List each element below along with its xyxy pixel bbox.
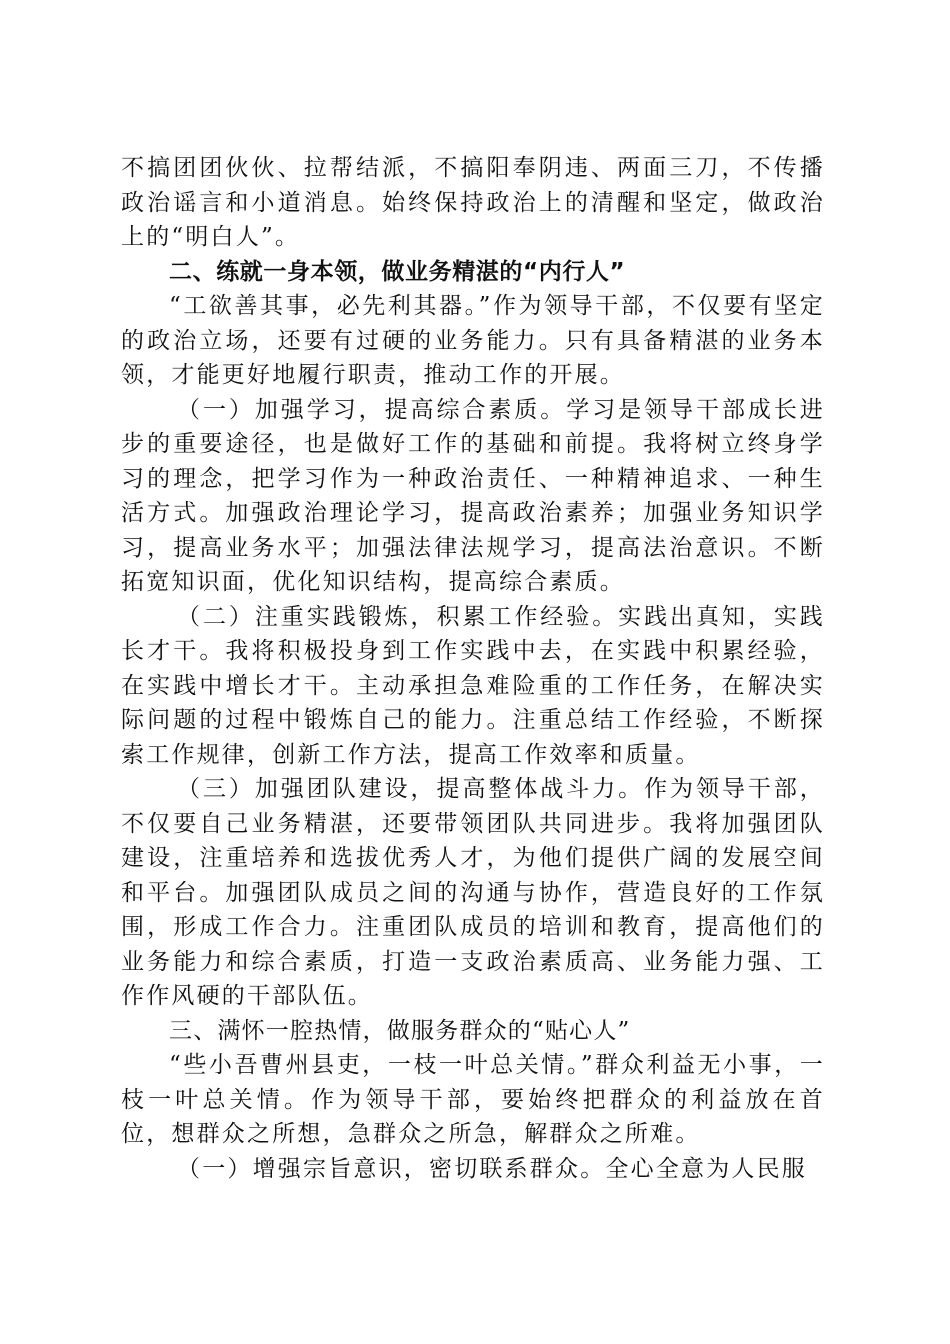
body-paragraph: （三）加强团队建设，提高整体战斗力。作为领导干部，不仅要自己业务精湛，还要带领团队共同进步。我将加强团队建设，注重培养和选拔优秀人才，为他们提供广阔的发展空间和平台。加强团队成员之间的沟通与协作，营造良好的工作氛围，形成工作合力。注重团队成员的培训和教育，提高他们的业务能力和综合素质，打造一支政治素质高、业务能力强、工作作风硬的干部队伍。 [121,776,825,1009]
body-paragraph: （一）增强宗旨意识，密切联系群众。全心全意为人民服 [177,1155,807,1182]
body-paragraph: 不搞团团伙伙、拉帮结派，不搞阳奉阴违、两面三刀，不传播政治谣言和小道消息。始终保持政治上的清醒和坚定，做政治上的“明白人”。 [121,155,825,250]
body-paragraph: “工欲善其事，必先利其器。”作为领导干部，不仅要有坚定的政治立场，还要有过硬的业务能力。只有具备精湛的业务本领，才能更好地履行职责，推动工作的开展。 [121,293,825,388]
body-paragraph: “些小吾曹州县吏，一枝一叶总关情。”群众利益无小事，一枝一叶总关情。作为领导干部，要始终把群众的利益放在首位，想群众之所想，急群众之所急，解群众之所难。 [121,1052,825,1147]
section-heading-2: 二、练就一身本领，做业务精湛的“内行人” [169,258,626,285]
document-page [121,151,825,1186]
body-paragraph: （二）注重实践锻炼，积累工作经验。实践出真知，实践长才干。我将积极投身到工作实践中去，在实践中积累经验，在实践中增长才干。主动承担急难险重的工作任务，在解决实际问题的过程中锻炼自己的能力。注重总结工作经验，不断探索工作规律，创新工作方法，提高工作效率和质量。 [121,603,825,768]
body-paragraph: （一）加强学习，提高综合素质。学习是领导干部成长进步的重要途径，也是做好工作的基础和前提。我将树立终身学习的理念，把学习作为一种政治责任、一种精神追求、一种生活方式。加强政治理论学习，提高政治素养；加强业务知识学习，提高业务水平；加强法律法规学习，提高法治意识。不断拓宽知识面，优化知识结构，提高综合素质。 [121,396,825,595]
section-heading-3: 三、满怀一腔热情，做服务群众的“贴心人” [169,1017,631,1044]
